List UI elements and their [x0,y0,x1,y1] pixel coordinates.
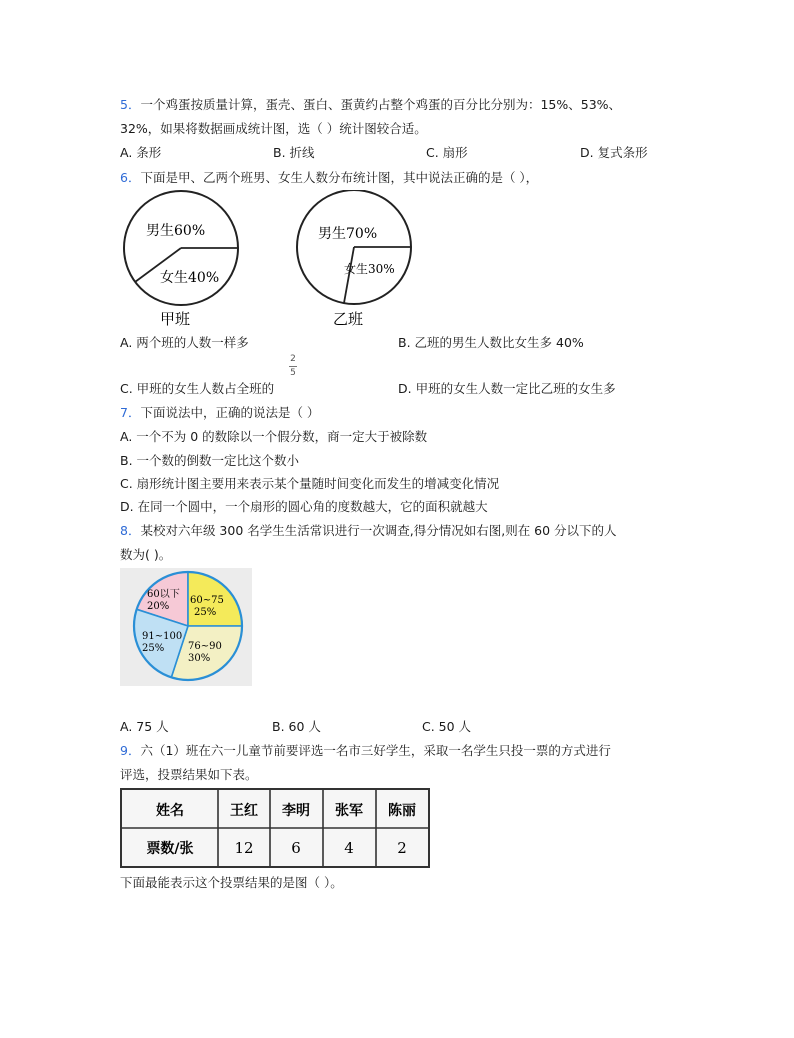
q8-pct-below60: 20% [147,601,170,612]
pie-jia-label-boys: 男生60% [146,223,206,239]
q7-option-a[interactable]: A. 一个不为 0 的数除以一个假分数，商一定大于被除数 [120,429,428,444]
q6-text: 下面是甲、乙两个班男、女生人数分布统计图，其中说法正确的是（ ）， [140,170,539,185]
pie-yi-label-boys: 男生70% [318,226,378,242]
q8-pct-60-75: 25% [194,607,217,618]
q8-pie-chart [120,568,252,686]
q7-text: 下面说法中，正确的说法是（ ） [140,405,320,420]
q8-pct-91-100: 25% [142,643,165,654]
q7-option-d[interactable]: D. 在同一个圆中，一个扇形的圆心角的度数越大，它的面积就越大 [120,499,488,514]
q6-line [120,169,538,187]
table-header-liming: 李明 [282,803,310,819]
q5-line1 [120,96,621,114]
q9-text: 六（1）班在六一儿童节前要评选一名市三好学生，采取一名学生只投一票的方式进行 [140,743,611,758]
table-row-label: 票数/张 [146,841,194,857]
pie-chart-yi [297,190,411,328]
table-header-chenli: 陈丽 [388,803,416,819]
table-header-zhangjun: 张军 [335,803,363,819]
q8-line2: 数为( )。 [120,547,172,562]
fraction-numerator: 2 [289,353,297,367]
q6-option-c[interactable]: C. 甲班的女生人数占全班的 [120,381,275,396]
q5-option-c[interactable]: C. 扇形 [426,145,468,160]
pie-jia-caption: 甲班 [160,310,191,328]
q6-option-d[interactable]: D. 甲班的女生人数一定比乙班的女生多 [398,381,616,396]
q9-line1 [120,742,611,760]
q8-label-60-75: 60~75 [190,595,224,606]
q9-number: 9． [120,743,141,758]
q7-number: 7． [120,405,141,420]
q8-option-a[interactable]: A. 75 人 [120,719,169,734]
q8-option-c[interactable]: C. 50 人 [422,719,472,734]
q6-option-c-fraction [289,353,297,380]
table-cell-chenli: 2 [397,839,407,857]
table-cell-liming: 6 [291,839,301,857]
table-header-name: 姓名 [156,803,184,819]
q7-option-c[interactable]: C. 扇形统计图主要用来表示某个量随时间变化而发生的增减变化情况 [120,476,500,491]
q8-pct-76-90: 30% [188,653,211,664]
q8-label-below60: 60以下 [147,589,180,600]
pie-yi-caption: 乙班 [333,310,364,328]
q8-label-91-100: 91~100 [142,631,183,642]
table-header-wanghong: 王红 [230,803,258,819]
q5-number: 5． [120,97,141,112]
q7-line [120,404,319,422]
q9-after-text: 下面最能表示这个投票结果的是图（ ）。 [120,875,343,890]
q5-option-d[interactable]: D. 复式条形 [580,145,648,160]
q6-option-b[interactable]: B. 乙班的男生人数比女生多 40% [398,335,584,350]
q7-option-b[interactable]: B. 一个数的倒数一定比这个数小 [120,453,300,468]
pie-chart-jia [124,191,238,328]
table-cell-zhangjun: 4 [344,839,354,857]
pie-jia-label-girls: 女生40% [160,270,220,286]
q6-option-a[interactable]: A. 两个班的人数一样多 [120,335,249,350]
q8-text: 某校对六年级 300 名学生生活常识进行一次调查,得分情况如右图,则在 60 分以下的人 [140,523,617,538]
q8-option-b[interactable]: B. 60 人 [272,719,321,734]
q8-line1 [120,522,617,540]
fraction-denominator: 5 [290,368,296,378]
q5-line2: 32%，如果将数据画成统计图，选（ ）统计图较合适。 [120,121,427,136]
q6-pie-charts [118,190,418,330]
table-cell-wanghong: 12 [234,839,254,857]
pie-yi-label-girls: 女生30% [344,262,395,276]
q9-line2: 评选，投票结果如下表。 [120,767,258,782]
q9-vote-table [120,788,430,868]
q5-text: 一个鸡蛋按质量计算，蛋壳、蛋白、蛋黄约占整个鸡蛋的百分比分别为：15%、53%、 [140,97,622,112]
q6-number: 6． [120,170,141,185]
q8-label-76-90: 76~90 [188,641,222,652]
q5-option-b[interactable]: B. 折线 [273,145,315,160]
q8-number: 8． [120,523,141,538]
q5-option-a[interactable]: A. 条形 [120,145,162,160]
